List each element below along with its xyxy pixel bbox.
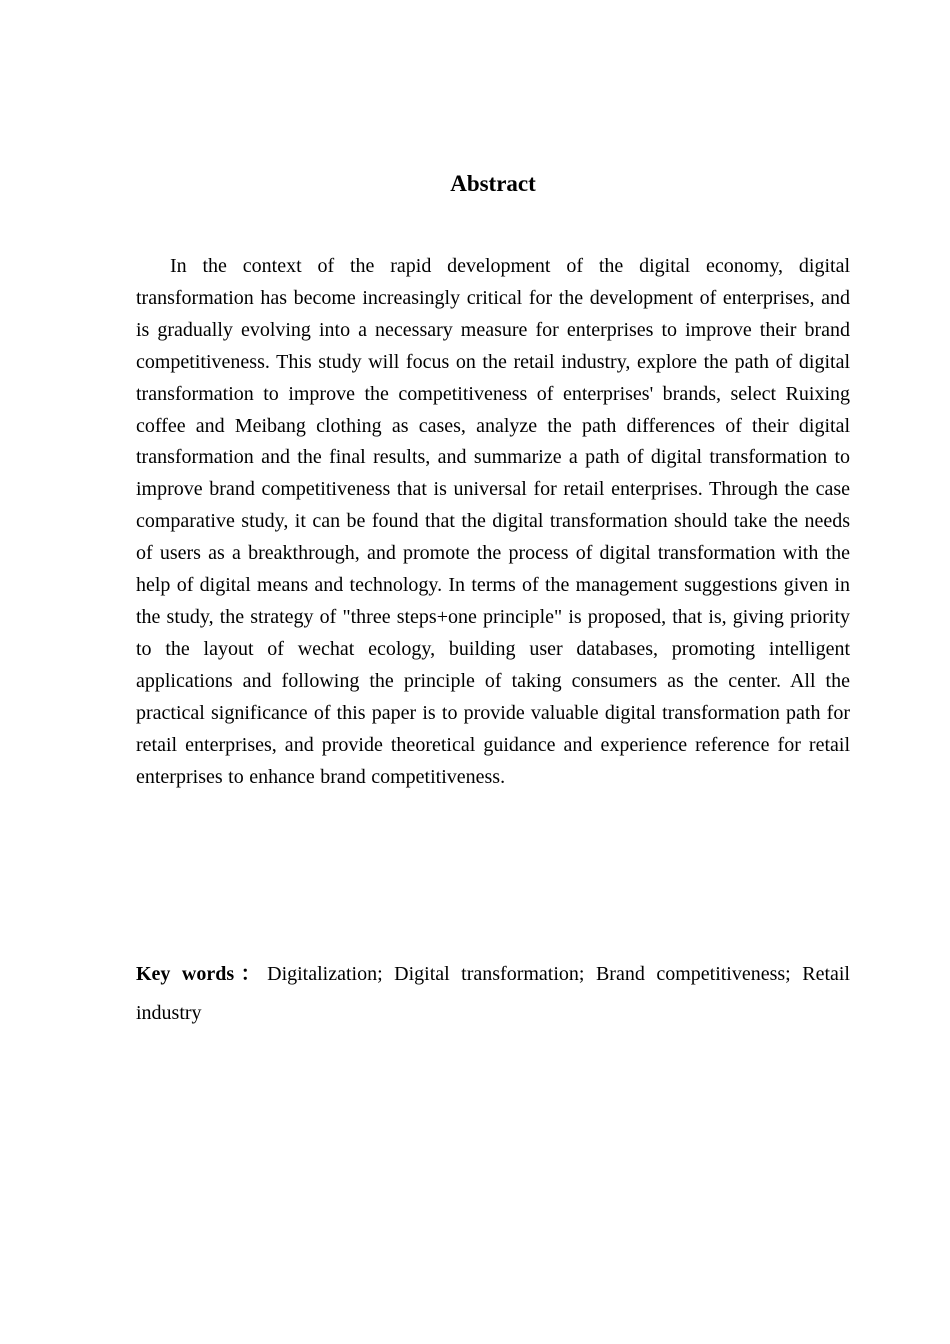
keywords-list: Digitalization; Digital transformation; Brand competitiveness; Retail industry [136,963,850,1024]
keywords-paragraph [136,955,850,1033]
abstract-title: Abstract [450,171,536,196]
abstract-body: In the context of the rapid development of the digital economy, digital transformation has become increasingly critical for the development of enterprises, and is gradually evolving into a necessary measure for enterprises to improve their brand competitiveness. This study will focus on the retail industry, explore the path of digital transformation to improve the competitiveness of enterprises' brands, select Ruixing coffee and Meibang clothing as cases, analyze the path differences of their digital transformation and the final results, and summarize a path of digital transformation to improve brand competitiveness that is universal for retail enterprises. Through the case comparative study, it can be found that the digital transformation should take the needs of users as a breakthrough, and promote the process of digital transformation with the help of digital means and technology. In terms of the management suggestions given in the study, the strategy of "three steps+one principle" is proposed, that is, giving priority to the layout of wechat ecology, building user databases, promoting intelligent applications and following the principle of taking consumers as the center. All the practical significance of this paper is to provide valuable digital transformation path for retail enterprises, and provide theoretical guidance and experience reference for retail enterprises to enhance brand competitiveness. [136,255,850,788]
keywords-label: Key words： [136,963,268,985]
